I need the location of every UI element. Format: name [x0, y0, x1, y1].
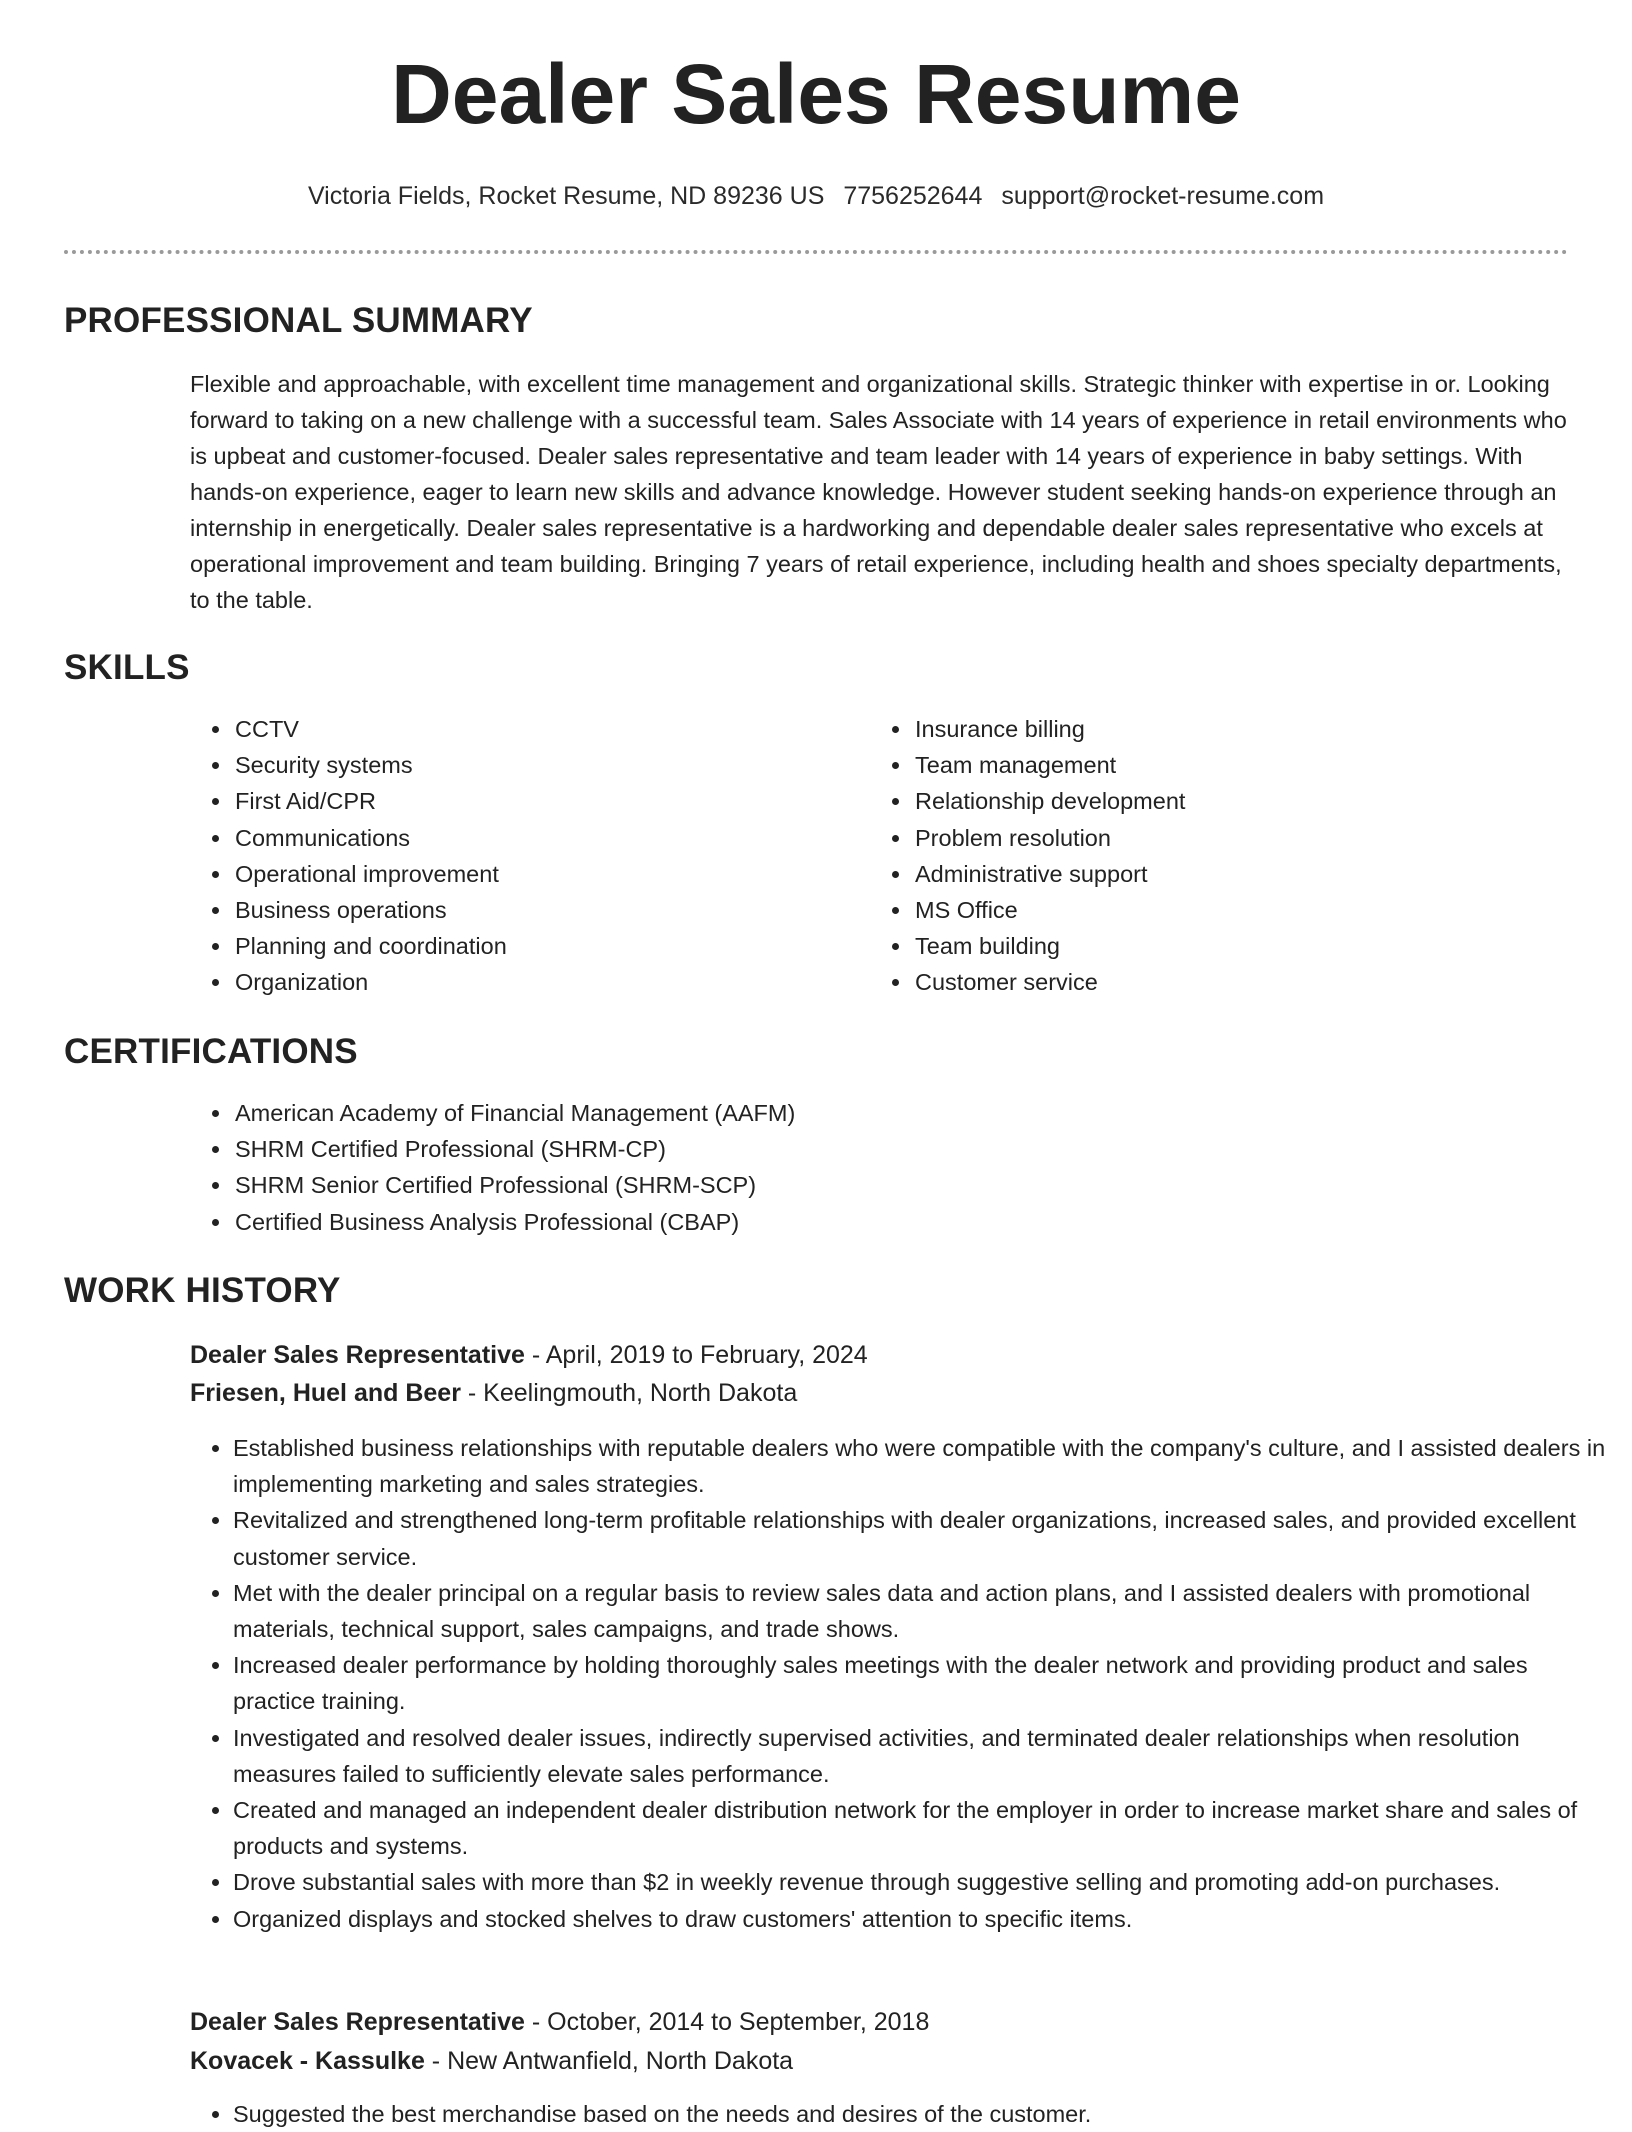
job-title: Dealer Sales Representative [190, 2008, 525, 2036]
duty-item: • Drove substantial sales with more than $2 in weekly revenue through suggestive selling and promoting add-on purchases. [233, 1864, 1613, 1900]
skill-item: • MS Office [913, 892, 1513, 928]
certification-item: • Certified Business Analysis Professional (CBAP) [233, 1204, 1613, 1240]
certification-item: • American Academy of Financial Management (AAFM) [233, 1095, 1613, 1131]
duty-item: • Investigated and resolved dealer issues, indirectly supervised activities, and terminated dealer relationships when resolution measures failed to sufficiently elevate sales performance. [233, 1720, 1613, 1792]
contact-line [0, 182, 1632, 211]
skill-item: • Organization [233, 964, 833, 1000]
job-company-line [190, 1374, 797, 1412]
contact-address: Victoria Fields, Rocket Resume, ND 89236 US [307, 182, 825, 210]
job-title: Dealer Sales Representative [190, 1341, 525, 1369]
skill-item: • Team building [913, 928, 1513, 964]
skill-item: • Relationship development [913, 783, 1513, 819]
skill-item: • First Aid/CPR [233, 783, 833, 819]
summary-text: Flexible and approachable, with excellent time management and organizational skills. Strategic thinker with expertise in or. Looking forward to taking on a new challenge with a successful team. Sales Associate with 14 years of experience in retail environments who is upbeat and customer-focused. Dealer sales representative and team leader with 14 years of experience in baby settings. With hands-on experience, eager to learn new skills and advance knowledge. However student seeking hands-on experience through an internship in energetically. Dealer sales representative is a hardworking and dependable dealer sales representative who excels at operational improvement and team building. Bringing 7 years of retail experience, including health and shoes specialty departments, to the table. [190, 371, 1567, 613]
skill-item: • Customer service [913, 964, 1513, 1000]
duty-item: • Created and managed an independent dealer distribution network for the employer in order to increase market share and sales of products and systems. [233, 1792, 1613, 1864]
skill-item: • Security systems [233, 747, 833, 783]
job-duties-list [190, 1430, 1613, 1937]
skill-item: • Planning and coordination [233, 928, 833, 964]
skill-item: • CCTV [233, 711, 833, 747]
job-company: Kovacek - Kassulke [190, 2047, 425, 2075]
duty-item: • Organized displays and stocked shelves to draw customers' attention to specific items. [233, 1901, 1613, 1937]
summary-heading: PROFESSIONAL SUMMARY [64, 301, 533, 340]
skill-item: • Team management [913, 747, 1513, 783]
contact-phone: 7756252644 [843, 182, 983, 210]
certification-item: • SHRM Certified Professional (SHRM-CP) [233, 1131, 1613, 1167]
skills-heading: SKILLS [64, 648, 190, 687]
duty-item: • Suggested the best merchandise based on the needs and desires of the customer. [233, 2096, 1613, 2132]
skill-item: • Operational improvement [233, 856, 833, 892]
skills-list-left [190, 711, 833, 1001]
job-location: - New Antwanfield, North Dakota [424, 2047, 794, 2075]
skills-list-right [870, 711, 1513, 1001]
job-company: Friesen, Huel and Beer [190, 1379, 461, 1407]
job-duties-list [190, 2096, 1613, 2132]
duty-item: • Established business relationships with reputable dealers who were compatible with the company's culture, and I assisted dealers in implementing marketing and sales strategies. [233, 1430, 1613, 1502]
skill-item: • Communications [233, 820, 833, 856]
skill-item: • Problem resolution [913, 820, 1513, 856]
duty-item: • Increased dealer performance by holding thoroughly sales meetings with the dealer network and providing product and sales practice training. [233, 1647, 1613, 1719]
duty-item: • Revitalized and strengthened long-term profitable relationships with dealer organizations, increased sales, and provided excellent customer service. [233, 1502, 1613, 1574]
certification-item: • SHRM Senior Certified Professional (SHRM-SCP) [233, 1167, 1613, 1203]
job-dates: - October, 2014 to September, 2018 [524, 2008, 930, 2036]
job-title-line [190, 1336, 868, 1374]
contact-email[interactable]: support@rocket-resume.com [1001, 182, 1325, 210]
job-dates: - April, 2019 to February, 2024 [524, 1341, 868, 1369]
job-company-line [190, 2042, 793, 2080]
skill-item: • Administrative support [913, 856, 1513, 892]
skill-item: • Insurance billing [913, 711, 1513, 747]
duty-item: • Met with the dealer principal on a regular basis to review sales data and action plans, and I assisted dealers with promotional materials, technical support, sales campaigns, and trade shows. [233, 1575, 1613, 1647]
header-divider [64, 250, 1568, 254]
work-history-heading: WORK HISTORY [64, 1271, 341, 1310]
certifications-heading: CERTIFICATIONS [64, 1032, 358, 1071]
resume-title: Dealer Sales Resume [391, 47, 1241, 141]
certifications-list [190, 1095, 1613, 1240]
job-title-line [190, 2003, 929, 2041]
job-location: - Keelingmouth, North Dakota [460, 1379, 798, 1407]
skill-item: • Business operations [233, 892, 833, 928]
